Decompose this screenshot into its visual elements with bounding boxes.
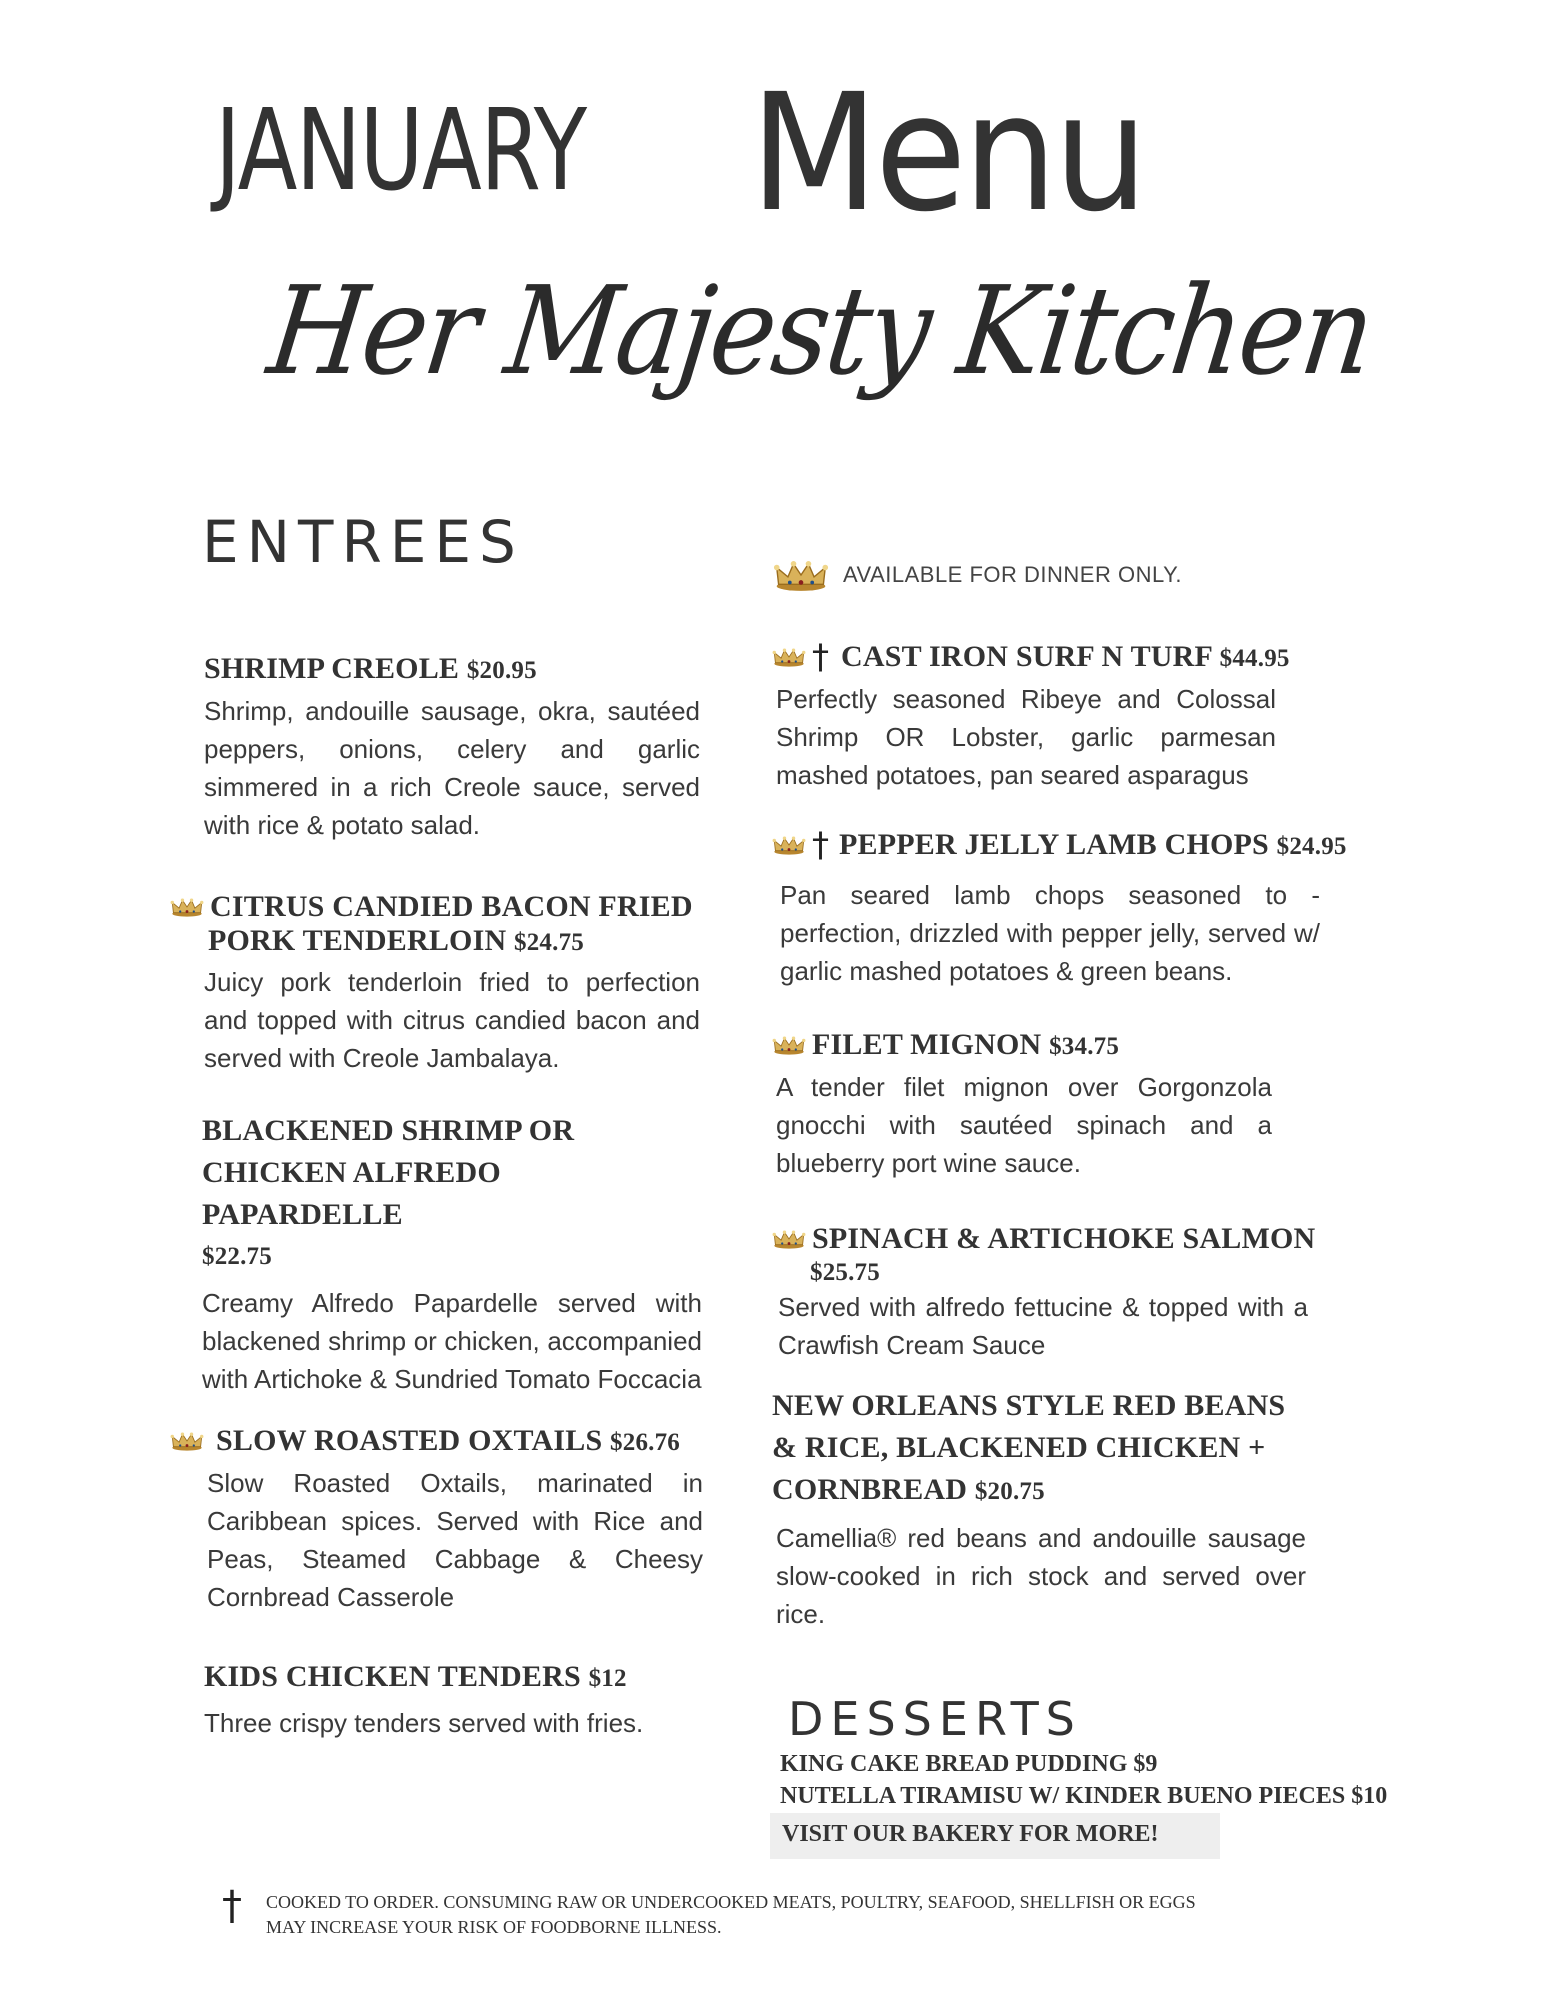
menu-item bbox=[204, 1660, 704, 1742]
item-name-line2: PORK TENDERLOIN bbox=[208, 923, 507, 957]
item-price: $25.75 bbox=[810, 1258, 880, 1286]
item-name: NEW ORLEANS STYLE RED BEANS & RICE, BLACKENED CHICKEN + CORNBREAD $20.75 bbox=[772, 1389, 1286, 1506]
item-price: $34.75 bbox=[1049, 1033, 1120, 1060]
item-description: Juicy pork tenderloin fried to perfection and topped with citrus candied bacon and served with Creole Jambalaya. bbox=[204, 967, 700, 1074]
crown-icon bbox=[170, 896, 204, 918]
menu-item bbox=[772, 825, 1372, 990]
menu-item bbox=[204, 652, 700, 844]
item-price: $24.95 bbox=[1276, 833, 1347, 861]
item-price: $26.76 bbox=[610, 1429, 680, 1456]
dagger-icon: † bbox=[812, 637, 829, 677]
entrees-heading: ENTREES bbox=[202, 508, 524, 576]
title-menu: Menu bbox=[750, 60, 1145, 248]
title-month: JANUARY bbox=[215, 86, 586, 216]
dinner-only-notice bbox=[773, 558, 1182, 592]
dagger-icon: † bbox=[222, 1883, 242, 1929]
restaurant-name: Her Majesty Kitchen bbox=[261, 260, 1380, 402]
item-description: Creamy Alfredo Papardelle served with blackened shrimp or chicken, accompanied with Artichoke & Sundried Tomato Foccacia bbox=[202, 1288, 702, 1394]
item-price: $24.75 bbox=[514, 928, 584, 956]
menu-item bbox=[170, 1424, 706, 1616]
item-name: KIDS CHICKEN TENDERS $12 bbox=[204, 1660, 627, 1693]
crown-icon bbox=[772, 646, 806, 668]
item-name: CITRUS CANDIED BACON FRIED bbox=[210, 890, 693, 923]
crown-icon bbox=[772, 1228, 806, 1250]
item-name: CAST IRON SURF N TURF $44.95 bbox=[841, 640, 1290, 674]
menu-item bbox=[170, 890, 700, 1077]
dessert-price: $10 bbox=[1351, 1783, 1388, 1809]
item-description: A tender filet mignon over Gorgonzola gnocchi with sautéed spinach and a blueberry port wine sauce. bbox=[776, 1071, 1272, 1178]
item-name: SPINACH & ARTICHOKE SALMON bbox=[812, 1222, 1316, 1255]
menu-item bbox=[202, 1110, 708, 1398]
item-name: SLOW ROASTED OXTAILS $26.76 bbox=[216, 1424, 680, 1457]
item-name: PEPPER JELLY LAMB CHOPS $24.95 bbox=[839, 828, 1347, 862]
item-price: $44.95 bbox=[1219, 645, 1290, 673]
item-name: FILET MIGNON $34.75 bbox=[812, 1028, 1120, 1061]
menu-item bbox=[772, 1222, 1332, 1364]
crown-icon bbox=[772, 834, 806, 856]
item-name: SHRIMP CREOLE $20.95 bbox=[204, 652, 537, 685]
food-safety-disclaimer: COOKED TO ORDER. CONSUMING RAW OR UNDERCOOKED MEATS, POULTRY, SEAFOOD, SHELLFISH OR EGGS MAY INCREASE YOUR RISK OF FOODBORNE ILLNESS. bbox=[266, 1892, 1196, 1937]
crown-icon bbox=[773, 558, 829, 592]
bakery-note: VISIT OUR BAKERY FOR MORE! bbox=[782, 1821, 1159, 1847]
item-description: Shrimp, andouille sausage, okra, sautéed peppers, onions, celery and garlic simmered in a rich Creole sauce, served with rice & potato salad. bbox=[204, 695, 700, 840]
dessert-item: KING CAKE BREAD PUDDING $9 bbox=[780, 1751, 1158, 1777]
desserts-heading: DESSERTS bbox=[788, 1692, 1082, 1746]
menu-item bbox=[772, 1385, 1312, 1633]
dessert-list bbox=[780, 1748, 1387, 1812]
item-description: Three crispy tenders served with fries. bbox=[204, 1707, 644, 1738]
dessert-item: NUTELLA TIRAMISU W/ KINDER BUENO PIECES $10 bbox=[780, 1783, 1388, 1809]
item-price: $12 bbox=[588, 1665, 627, 1692]
item-description: Pan seared lamb chops seasoned to - perfection, drizzled with pepper jelly, served w/ garlic mashed potatoes & green beans. bbox=[780, 880, 1320, 986]
item-price: $20.75 bbox=[974, 1478, 1045, 1505]
menu-item bbox=[772, 1028, 1292, 1182]
item-description: Slow Roasted Oxtails, marinated in Caribbean spices. Served with Rice and Peas, Steamed Cabbage & Cheesy Cornbread Casserole bbox=[207, 1467, 703, 1612]
dagger-icon: † bbox=[812, 825, 829, 865]
item-description: Served with alfredo fettucine & topped with a Crawfish Cream Sauce bbox=[778, 1291, 1308, 1360]
crown-icon bbox=[170, 1430, 204, 1452]
item-name: BLACKENED SHRIMP OR CHICKEN ALFREDO PAPARDELLE $22.75 bbox=[202, 1110, 708, 1278]
item-price: $22.75 bbox=[202, 1243, 272, 1270]
notice-text: AVAILABLE FOR DINNER ONLY. bbox=[843, 562, 1183, 587]
menu-item bbox=[772, 637, 1292, 794]
item-description: Camellia® red beans and andouille sausage slow-cooked in rich stock and served over rice. bbox=[776, 1523, 1306, 1629]
menu-title bbox=[215, 60, 1145, 248]
crown-icon bbox=[772, 1034, 806, 1056]
bakery-note-box bbox=[770, 1813, 1220, 1859]
dessert-price: $9 bbox=[1133, 1751, 1158, 1777]
item-price: $20.95 bbox=[466, 657, 537, 684]
item-description: Perfectly seasoned Ribeye and Colossal Shrimp OR Lobster, garlic parmesan mashed potatoes, pan seared asparagus bbox=[776, 684, 1276, 790]
